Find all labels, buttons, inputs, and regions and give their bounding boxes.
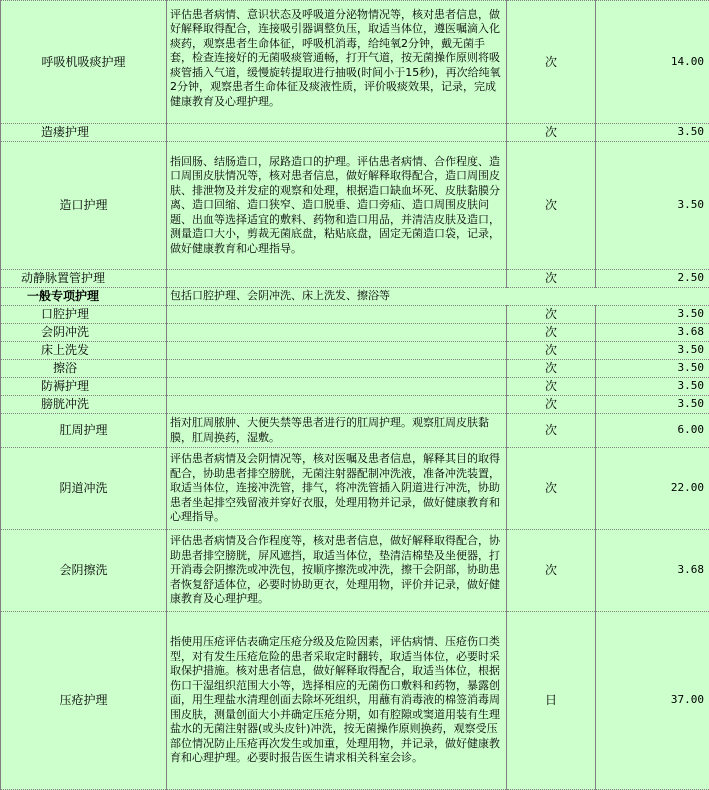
item-price: 2.50 <box>596 270 709 288</box>
item-unit: 次 <box>507 414 596 448</box>
item-description <box>167 270 507 288</box>
item-price: 22.00 <box>596 448 709 530</box>
item-price: 3.68 <box>596 324 709 342</box>
item-description <box>167 306 507 324</box>
item-price: 3.50 <box>596 306 709 324</box>
item-name: 擦浴 <box>1 360 167 378</box>
item-description: 评估患者病情及会阴情况等，核对医嘱及患者信息，解释其目的取得配合，协助患者排空膀胱，无菌注射器配制冲洗液，准备冲洗装置，取适当体位，连接冲洗管，排气，将冲洗管插入阴道进行冲洗，协助患者坐起排空残留液并穿好衣服，处理用物并记录，做好健康教育和心理指导。 <box>167 448 507 530</box>
table-row <box>1 612 709 790</box>
table-row <box>1 142 709 270</box>
item-unit: 次 <box>507 448 596 530</box>
item-unit: 次 <box>507 342 596 360</box>
item-description: 指使用压疮评估表确定压疮分级及危险因素，评估病情、压疮伤口类型，对有发生压疮危险的患者采取定时翻转，取适当体位，必要时采取保护措施。核对患者信息，做好解释取得配合，取适当体位，根据伤口干湿组织范围大小等，选择相应的无菌伤口敷料和药物，暴露创面，用生理盐水清理创面去除坏死组织，用蘸有消毒液的棉签消毒周围皮肤，测量创面大小并确定压疮分期，如有腔隙或窦道用装有生理盐水的无菌注射器(或头皮针)冲洗，按无菌操作原则换药，观察受压部位情况防止压疮再次发生或加重，处理用物，并记录，做好健康教育和心理护理。必要时报告医生请求相关科室会诊。 <box>167 612 507 790</box>
item-description <box>167 378 507 396</box>
table-row <box>1 1 709 124</box>
item-price: 3.50 <box>596 396 709 414</box>
item-name: 防褥护理 <box>1 378 167 396</box>
table-row <box>1 288 709 306</box>
item-description <box>167 124 507 142</box>
item-unit: 次 <box>507 142 596 270</box>
item-description <box>167 324 507 342</box>
item-unit: 次 <box>507 270 596 288</box>
table-row <box>1 306 709 324</box>
item-name: 肛周护理 <box>1 414 167 448</box>
item-price: 3.50 <box>596 124 709 142</box>
item-name: 造瘘护理 <box>1 124 167 142</box>
item-unit: 次 <box>507 360 596 378</box>
item-name: 会阴冲洗 <box>1 324 167 342</box>
item-description: 指对肛周脓肿、大便失禁等患者进行的肛周护理。观察肛周皮肤黏膜，肛周换药，湿敷。 <box>167 414 507 448</box>
item-description: 指回肠、结肠造口，尿路造口的护理。评估患者病情、合作程度、造口周围皮肤情况等，核对患者信息，做好解释取得配合，造口周围皮肤、排泄物及并发症的观察和处理，根据造口缺血坏死、皮肤黏膜分离、造口回缩、造口狭窄、造口脱垂、造口旁疝、造口周围皮肤问题、出血等选择适宜的敷料、药物和造口用品，并清洁皮肤及造口，测量造口大小，剪裁无菌底盘，粘贴底盘，固定无菌造口袋，记录，做好健康教育和心理指导。 <box>167 142 507 270</box>
item-description <box>167 360 507 378</box>
item-description <box>167 342 507 360</box>
item-name: 一般专项护理 <box>1 288 167 306</box>
item-price: 3.50 <box>596 360 709 378</box>
item-unit: 次 <box>507 378 596 396</box>
item-unit: 次 <box>507 124 596 142</box>
item-description: 评估患者病情及合作程度等，核对患者信息，做好解释取得配合，协助患者排空膀胱，屏风遮挡，取适当体位，垫清洁棉垫及坐便器，打开消毒会阴擦洗或冲洗包，按顺序擦洗或冲洗，擦干会阴部，协助患者恢复舒适体位，必要时协助更衣，处理用物，评价并记录，做好健康教育及心理护理。 <box>167 530 507 612</box>
item-price: 3.50 <box>596 378 709 396</box>
table-row <box>1 378 709 396</box>
table-row <box>1 414 709 448</box>
item-price: 14.00 <box>596 1 709 124</box>
item-name: 会阴擦洗 <box>1 530 167 612</box>
item-description <box>167 396 507 414</box>
table-row <box>1 448 709 530</box>
table-row <box>1 342 709 360</box>
table-row <box>1 396 709 414</box>
item-price: 3.50 <box>596 342 709 360</box>
item-description-text: 评估患者病情、意识状态及呼吸道分泌物情况等，核对患者信息，做好解释取得配合，连接吸引器调整负压，取适当体位，遵医嘱滴入化痰药，观察患者生命体征，呼吸机消毒，给纯氧2分钟，戴无菌手套，检查连接好的无菌吸痰管通畅，打开气道，按无菌操作原则将吸痰管插入气道，缓慢旋转提取进行抽吸(时间小于15秒)，再次给纯氧2分钟，观察患者生命体征及痰液性质，评价吸痰效果，记录，完成健康教育及心理护理。 <box>170 8 503 110</box>
item-unit: 次 <box>507 396 596 414</box>
item-unit: 次 <box>507 530 596 612</box>
table-row <box>1 324 709 342</box>
item-unit: 日 <box>507 612 596 790</box>
item-price: 3.68 <box>596 530 709 612</box>
item-price: 6.00 <box>596 414 709 448</box>
item-unit: 次 <box>507 1 596 124</box>
item-name: 压疮护理 <box>1 612 167 790</box>
item-name: 阴道冲洗 <box>1 448 167 530</box>
item-name: 呼吸机吸痰护理 <box>1 1 167 124</box>
item-description: 包括口腔护理、会阴冲洗、床上洗发、擦浴等 <box>167 288 709 306</box>
item-name: 床上洗发 <box>1 342 167 360</box>
table-row <box>1 124 709 142</box>
table-row <box>1 270 709 288</box>
table-row <box>1 530 709 612</box>
item-name: 口腔护理 <box>1 306 167 324</box>
item-name: 膀胱冲洗 <box>1 396 167 414</box>
item-name: 动静脉置管护理 <box>1 270 167 288</box>
item-name: 造口护理 <box>1 142 167 270</box>
item-description <box>167 1 507 124</box>
item-unit: 次 <box>507 324 596 342</box>
table-row <box>1 360 709 378</box>
item-price: 3.50 <box>596 142 709 270</box>
item-unit: 次 <box>507 306 596 324</box>
item-price: 37.00 <box>596 612 709 790</box>
